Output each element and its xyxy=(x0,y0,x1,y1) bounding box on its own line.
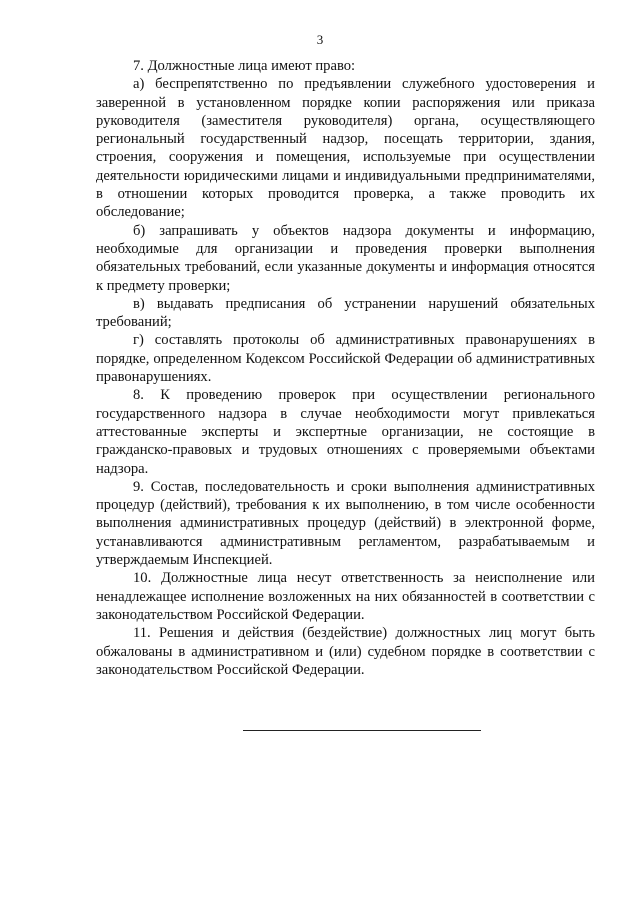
paragraph-10: 10. Должностные лица несут ответственность за неисполнение или ненадлежащее исполнение возложенных на них обязанностей в соответствии с законодательством Российской Федерации. xyxy=(96,570,595,623)
paragraph-11: 11. Решения и действия (бездействие) должностных лиц могут быть обжалованы в административном и (или) судебном порядке в соответствии с законодательством Российской Федерации. xyxy=(96,625,595,678)
paragraph-8: 8. К проведению проверок при осуществлении регионального государственного надзора в случае необходимости могут привлекаться аттестованные эксперты и экспертные организации, не состоящие в гражданско-правовых и трудовых отношениях с проверяемыми объектами надзора. xyxy=(96,387,595,477)
page-number: 3 xyxy=(316,32,324,47)
end-of-document-rule xyxy=(243,730,481,731)
paragraph-7a: а) беспрепятственно по предъявлении служебного удостоверения и заверенной в установленном порядке копии распоряжения или приказа руководителя (заместителя руководителя) органа, осуществляющего региональный государственный надзор, посещать территории, здания, строения, сооружения и помещения, используемые при осуществлении деятельности юридическими лицами и индивидуальными предпринимателями, в отношении которых проводится проверка, а также проводить их обследование; xyxy=(96,76,595,221)
paragraph-9: 9. Состав, последовательность и сроки выполнения административных процедур (действий), требования к их выполнению, в том числе особенности выполнения административных процедур (действий) в электронной форме, устанавливаются административным регламентом, разрабатываемым и утверждаемым Инспекцией. xyxy=(96,478,595,569)
paragraph-7v: в) выдавать предписания об устранении нарушений обязательных требований; xyxy=(96,295,595,331)
document-body xyxy=(96,57,595,679)
paragraph-7g: г) составлять протоколы об административных правонарушениях в порядке, определенном Кодексом Российской Федерации об административных правонарушениях. xyxy=(96,332,595,386)
paragraph-7-heading: 7. Должностные лица имеют право: xyxy=(133,58,356,74)
paragraph-7b: б) запрашивать у объектов надзора документы и информацию, необходимые для организации и проведения проверки выполнения обязательных требований, если указанные документы и информация относятся к предмету проверки; xyxy=(96,222,595,294)
